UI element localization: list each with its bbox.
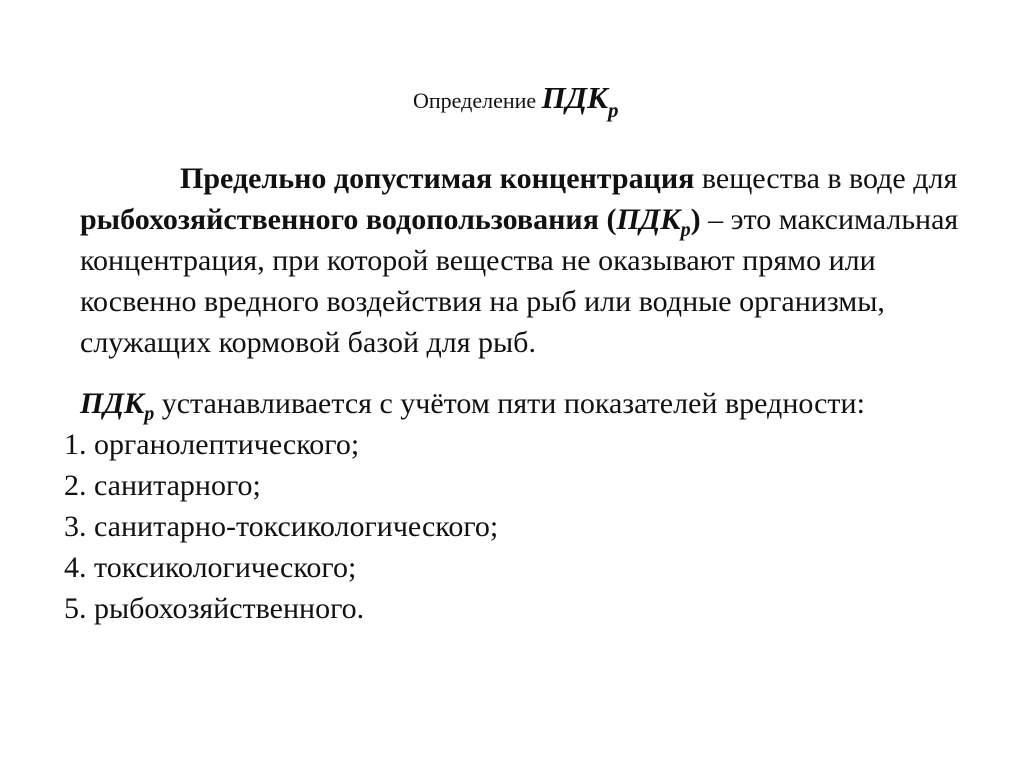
criteria-intro-text: устанавливается с учётом пяти показателей вредности: bbox=[154, 387, 865, 420]
criteria-item-fishery: 5. рыбохозяйственного. bbox=[64, 592, 365, 625]
criteria-abbr-subscript: р bbox=[144, 403, 155, 425]
definition-paren-close: ) bbox=[690, 203, 701, 236]
criteria-item-toxicological: 4. токсикологического; bbox=[64, 551, 357, 584]
slide-title bbox=[413, 78, 618, 121]
criteria-abbr: ПДК bbox=[80, 387, 145, 420]
definition-abbr: ПДК bbox=[616, 203, 681, 236]
title-abbr-subscript: р bbox=[607, 98, 619, 122]
definition-text bbox=[80, 158, 980, 363]
title-abbr-text: ПДК bbox=[541, 80, 608, 115]
definition-term: Предельно допустимая концентрация bbox=[180, 162, 695, 195]
title-abbreviation bbox=[541, 80, 619, 122]
criteria-item-organoleptic: 1. органолептического; bbox=[64, 428, 360, 461]
criteria-list bbox=[64, 424, 984, 629]
criteria-item-sanitary: 2. санитарного; bbox=[64, 469, 261, 502]
criteria-intro bbox=[64, 383, 984, 424]
definition-text-2: – это максимальная концентрация, при которой вещества не оказывают прямо или косвенно вредного воздействия на рыб или водные организмы, служащих кормовой базой для рыб. bbox=[80, 203, 959, 359]
definition-paragraph bbox=[80, 158, 980, 363]
definition-text-1: вещества в воде для bbox=[694, 162, 958, 195]
definition-abbr-subscript: р bbox=[680, 219, 691, 241]
criteria-item-sanitary-toxicological: 3. санитарно-токсикологического; bbox=[64, 510, 499, 543]
definition-use-type: рыбохозяйственного водопользования bbox=[80, 203, 599, 236]
title-prefix: Определение bbox=[413, 88, 537, 113]
definition-paren-open: ( bbox=[598, 203, 617, 236]
criteria-section bbox=[64, 383, 984, 629]
